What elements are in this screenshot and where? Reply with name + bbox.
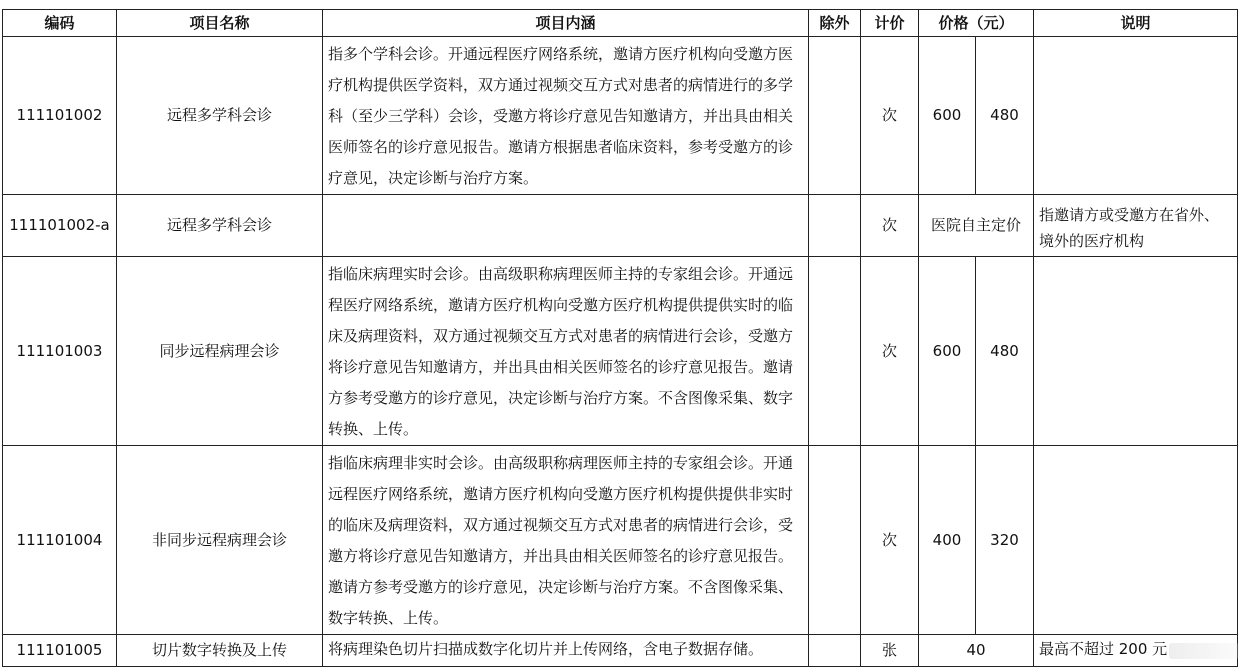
cell-note: 最高不超过 200 元 — [1034, 635, 1238, 667]
cell-price-merged: 40 — [919, 635, 1034, 667]
cell-price-2: 480 — [976, 257, 1034, 446]
table-row — [3, 195, 1238, 257]
cell-price-2: 320 — [976, 446, 1034, 635]
cell-name: 切片数字转换及上传 — [117, 635, 323, 667]
header-row — [3, 10, 1238, 37]
watermark-logo — [1169, 643, 1239, 659]
cell-unit: 张 — [861, 635, 919, 667]
cell-unit: 次 — [861, 257, 919, 446]
cell-unit: 次 — [861, 37, 919, 195]
cell-except — [809, 195, 861, 257]
cell-except — [809, 37, 861, 195]
cell-unit: 次 — [861, 195, 919, 257]
header-except: 除外 — [809, 10, 861, 37]
cell-name: 同步远程病理会诊 — [117, 257, 323, 446]
cell-content: 将病理染色切片扫描成数字化切片并上传网络，含电子数据存储。 — [323, 635, 809, 667]
table-row — [3, 37, 1238, 195]
cell-code: 111101004 — [3, 446, 117, 635]
header-name: 项目名称 — [117, 10, 323, 37]
price-table — [2, 9, 1238, 667]
cell-name: 远程多学科会诊 — [117, 195, 323, 257]
cell-note — [1034, 37, 1238, 195]
cell-except — [809, 635, 861, 667]
cell-content: 指多个学科会诊。开通远程医疗网络系统，邀请方医疗机构向受邀方医疗机构提供医学资料，双方通过视频交互方式对患者的病情进行的多学科（至少三学科）会诊，受邀方将诊疗意见告知邀请方，并出具由相关医师签名的诊疗意见报告。邀请方根据患者临床资料，参考受邀方的诊疗意见，决定诊断与治疗方案。 — [323, 37, 809, 195]
cell-price-1: 600 — [919, 257, 976, 446]
cell-code: 111101003 — [3, 257, 117, 446]
cell-price-merged: 医院自主定价 — [919, 195, 1034, 257]
cell-price-1: 600 — [919, 37, 976, 195]
cell-price-2: 480 — [976, 37, 1034, 195]
header-price: 价格（元） — [919, 10, 1034, 37]
cell-note — [1034, 257, 1238, 446]
cell-note — [1034, 446, 1238, 635]
cell-except — [809, 446, 861, 635]
cell-content: 指临床病理实时会诊。由高级职称病理医师主持的专家组会诊。开通远程医疗网络系统，邀请方医疗机构向受邀方医疗机构提供提供实时的临床及病理资料，双方通过视频交互方式对患者的病情进行会诊，受邀方将诊疗意见告知邀请方，并出具由相关医师签名的诊疗意见报告。邀请方参考受邀方的诊疗意见，决定诊断与治疗方案。不含图像采集、数字转换、上传。 — [323, 257, 809, 446]
header-unit: 计价 — [861, 10, 919, 37]
cell-note: 指邀请方或受邀方在省外、境外的医疗机构 — [1034, 195, 1238, 257]
cell-code: 111101002 — [3, 37, 117, 195]
cell-content — [323, 195, 809, 257]
cell-unit: 次 — [861, 446, 919, 635]
cell-except — [809, 257, 861, 446]
header-content: 项目内涵 — [323, 10, 809, 37]
cell-name: 非同步远程病理会诊 — [117, 446, 323, 635]
table-row — [3, 635, 1238, 667]
cell-code: 111101002-a — [3, 195, 117, 257]
cell-code: 111101005 — [3, 635, 117, 667]
header-note: 说明 — [1034, 10, 1238, 37]
table-row — [3, 446, 1238, 635]
table-row — [3, 257, 1238, 446]
cell-content: 指临床病理非实时会诊。由高级职称病理医师主持的专家组会诊。开通远程医疗网络系统，邀请方医疗机构向受邀方医疗机构提供提供非实时的临床及病理资料，双方通过视频交互方式对患者的病情进行会诊，受邀方将诊疗意见告知邀请方，并出具由相关医师签名的诊疗意见报告。邀请方参考受邀方的诊疗意见，决定诊断与治疗方案。不含图像采集、数字转换、上传。 — [323, 446, 809, 635]
header-code: 编码 — [3, 10, 117, 37]
cell-name: 远程多学科会诊 — [117, 37, 323, 195]
cell-price-1: 400 — [919, 446, 976, 635]
